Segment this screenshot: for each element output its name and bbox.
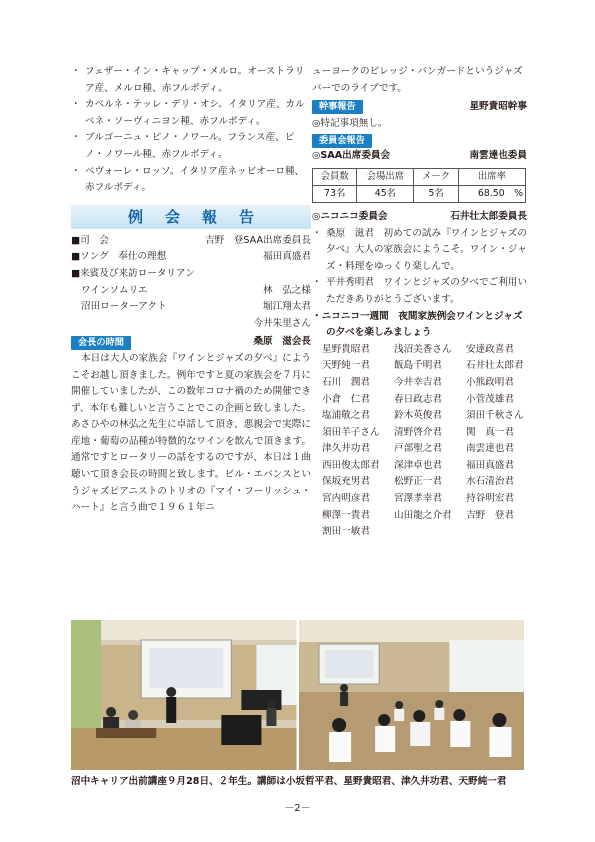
wine-item: ・ ベヴォーレ・ロッソ。イタリア産ネッビオーロ種、赤フルボディ。 [71,165,305,194]
contributor-name: 今井幸吉君 [394,376,442,388]
report-line: 沼田ローターアクト 堀江翔太君 [81,301,311,313]
contributor-name: 深津卓也君 [394,459,442,471]
attendance-value-cell: 73名 [313,185,357,202]
secretary-report-header [312,99,527,116]
attendance-value-cell: 68.50 % [458,185,525,202]
saa-header: ◎SAA出席委員会 南雲達也委員 [312,150,527,162]
secretary-text: ◎特記事項無し。 [312,117,388,129]
contributor-name: 持谷明宏君 [466,493,514,505]
photo-caption: 沼中キャリア出前講座９月28日、２年生。講師は小坂哲平君、星野貴昭君、津久井功君、天野純一君 [71,776,507,787]
contributor-name: 小菅茂雄君 [466,393,514,405]
contributor-name: 宮内明彦君 [322,493,370,505]
contributor-name: 石井壮太郎君 [466,360,524,372]
secretary-name: 星野貴昭幹事 [469,101,527,113]
attendance-value-cell: 5名 [414,185,458,202]
attendance-header-cell: 会場出席 [357,168,414,185]
wine-item: ・ カベルネ・テッレ・デリ・オシ。イタリア産、カルベネ・ソーヴィニヨン種、赤フルボディ。 [71,99,305,127]
contributor-name: 須田羊子さん [322,426,380,438]
president-name: 桑原 滋会長 [253,336,311,348]
right-column [312,64,527,541]
page-number: －2－ [284,803,311,814]
lecture-photo-left-image [71,620,297,770]
wine-list [71,64,311,197]
nikoniko-week-header: ・ニコニコ一週間 夜間家族例会ワインとジャズの夕べを楽しみましょう [312,310,523,339]
report-lines [71,233,311,333]
attendance-value-cell: 45名 [357,185,414,202]
report-line: ■ソング 奉仕の理想 福田真盛君 [71,251,311,263]
contributor-name: 天野純一君 [322,360,370,372]
contributor-name: 石川 潤君 [322,376,370,388]
lecture-photo-left [71,620,297,770]
contributor-name: 星野貴昭君 [322,343,370,355]
left-column [71,64,311,517]
nikoniko-item: ・ 平井秀明君 ワインとジャズの夕べでご利用いただきありがとうございます。 [312,277,527,305]
section-banner-meeting-report: 例会報告 [71,205,311,229]
president-time-header [71,334,311,351]
report-line: ■来賓及び来訪ロータリアン [71,267,195,279]
committee-report-header [312,134,527,148]
attendance-header-cell: 出席率 [458,168,525,185]
attendance-value-row [313,185,526,202]
contributor-name: 塩浦敬之君 [322,410,370,422]
contributor-name: 須田千秋さん [466,410,524,422]
continuation-text: ューヨークのビレッジ・バンガードというジャズバーでのライブです。 [312,66,523,94]
contributor-name: 小倉 仁君 [322,393,370,405]
president-time-tag: 会長の時間 [71,336,131,350]
contributor-name: 鈴木英俊君 [394,410,442,422]
contributor-name: 小熊政明君 [466,376,514,388]
contributor-name: 松野正一君 [394,476,442,488]
contributor-name: 浅沼美香さん [394,343,452,355]
president-text: 本日は大人の家族会『ワインとジャズの夕べ』にようこそお越し頂きました。例年ですと夏の家族会を７月に開催していましたが、この数年コロナ禍のため開催できず、本年も難しいと言うことでこの企画と致しました。あさひやの林弘之先生に卓話して頂き、悪親会で実際に産地・葡萄の品種が特徴的なワインを飲んで頂きます。通常ですとロータリーの話をするのですが、本日は１曲聴いて頂き会長の時間と致します。ビル・エバンスというジャズピアニストのトリオの『マイ・フーリッシュ・ハート』と言う曲で１９６１年ニ [71,352,311,514]
wine-item: ・ ブルゴーニュ・ピノ・ノワール。フランス産、ピノ・ノワール種、赤フルボディ。 [71,132,295,160]
contributor-name: 福田真盛君 [466,459,514,471]
contributor-name: 清野啓介君 [394,426,442,438]
contributor-name: 吉野 登君 [466,509,514,521]
nikoniko-item: ・ 桑原 滋君 初めての試み『ワインとジャズの夕べ』大人の家族会にようこそ。ワイン・ジャズ・料理をゆっくり楽しんで。 [312,227,527,272]
committee-report-tag: 委員会報告 [312,134,372,148]
lecture-photo-right [299,620,525,770]
contributor-name: 宮澤孝幸君 [394,493,442,505]
report-line: ワインソムリエ 林 弘之様 [81,284,311,296]
contributor-name: 戸部聖之君 [394,443,442,455]
attendance-header-cell: メーク [414,168,458,185]
attendance-header-cell: 会員数 [313,168,357,185]
contributor-name: 西田俊太郎君 [322,459,380,471]
report-line: 今井朱里さん [253,317,311,329]
wine-item: ・ フェザー・イン・キャップ・メルロ。オーストラリア産、メルロ種、赤フルボディ。 [71,66,305,94]
contributor-name: 山田龍之介君 [394,509,452,521]
attendance-table [312,168,526,203]
attendance-header-row [313,168,526,185]
contributor-name: 割田一敏君 [322,526,370,538]
contributor-name: 安達政喜君 [466,343,514,355]
contributor-name: 柳澤一貴君 [322,509,370,521]
contributor-name: 保坂充男君 [322,476,370,488]
contributor-names [312,342,527,541]
nikoniko-header: ◎ニコニコ委員会 石井壮太郎委員長 [312,210,527,222]
contributor-name: 水石清治君 [466,476,514,488]
contributor-name: 南雲達也君 [466,443,514,455]
contributor-name: 津久井功君 [322,443,370,455]
secretary-report-tag: 幹事報告 [312,100,363,114]
contributor-name: 飯島千明君 [394,360,442,372]
photo-strip [71,620,524,770]
contributor-name: 関 真一君 [466,426,514,438]
lecture-photo-right-image [299,620,525,770]
report-line: ■司 会 吉野 登SAA出席委員長 [71,234,311,246]
contributor-name: 春日政志君 [394,393,442,405]
